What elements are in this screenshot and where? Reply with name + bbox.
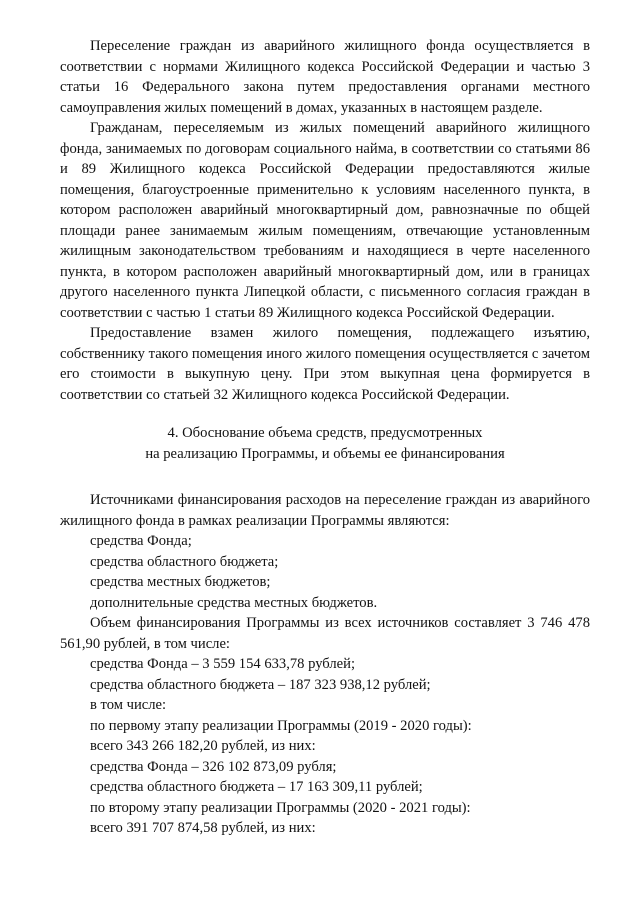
funding-line: средства Фонда – 3 559 154 633,78 рублей; <box>90 656 355 672</box>
funding-line: средства Фонда – 326 102 873,09 рубля; <box>90 758 337 775</box>
paragraph-owner-compensation: Предоставление взамен жилого помещения, подлежащего изъятию, собственнику такого помещения иного жилого помещения осуществляется с зачетом его стоимости в выкупную цену. При этом выкупная цена формируется в соответствии со статьей 32 Жилищного кодекса Российской Федерации. <box>60 325 590 403</box>
section-heading-line-1: 4. Обоснование объема средств, предусмотренных <box>167 425 483 441</box>
section-heading-line-2: на реализацию Программы, и объемы ее финансирования <box>145 445 505 462</box>
document-page <box>60 36 590 839</box>
paragraph-social-rent-housing: Гражданам, переселяемым из жилых помещений аварийного жилищного фонда, занимаемых по договорам социального найма, в соответствии со статьями 86 и 89 Жилищного кодекса Российской Федерации предоставляются жилые помещения, благоустроенные применительно к условиям населенного пункта, в котором расположен аварийный многоквартирный дом, равнозначные по общей площади ранее занимаемым жилым помещениям, отвечающие установленным жилищным законодательством требованиям и находящиеся в черте населенного пункта, в котором расположен аварийный многоквартирный дом, или в границах другого населенного пункта Липецкой области, с письменного согласия граждан в соответствии с частью 1 статьи 89 Жилищного кодекса Российской Федерации. <box>60 120 590 321</box>
list-item-source: дополнительные средства местных бюджетов. <box>90 594 378 611</box>
list-item-source: средства Фонда; <box>90 533 192 549</box>
funding-line: средства областного бюджета – 17 163 309,11 рублей; <box>90 779 423 795</box>
paragraph-total-funding: Объем финансирования Программы из всех источников составляет 3 746 478 561,90 рублей, в том числе: <box>60 615 590 652</box>
funding-line: по первому этапу реализации Программы (2019 - 2020 годы): <box>90 717 472 734</box>
paragraph-resettlement-basis: Переселение граждан из аварийного жилищного фонда осуществляется в соответствии с нормами Жилищного кодекса Российской Федерации и частью 3 статьи 16 Федерального закона путем предоставления органами местного самоуправления жилых помещений в домах, указанных в настоящем разделе. <box>60 38 590 116</box>
funding-line: в том числе: <box>90 697 167 713</box>
list-item-source: средства областного бюджета; <box>90 553 279 570</box>
funding-line: всего 391 707 874,58 рублей, из них: <box>90 820 316 836</box>
spacer <box>60 464 590 490</box>
list-item-source: средства местных бюджетов; <box>90 574 271 590</box>
funding-line: по второму этапу реализации Программы (2020 - 2021 годы): <box>90 799 471 816</box>
funding-line: средства областного бюджета – 187 323 938,12 рублей; <box>90 676 431 693</box>
section-heading <box>60 423 590 464</box>
paragraph-funding-sources-intro: Источниками финансирования расходов на переселение граждан из аварийного жилищного фонда в рамках реализации Программы являются: <box>60 492 590 529</box>
funding-line: всего 343 266 182,20 рублей, из них: <box>90 738 316 754</box>
